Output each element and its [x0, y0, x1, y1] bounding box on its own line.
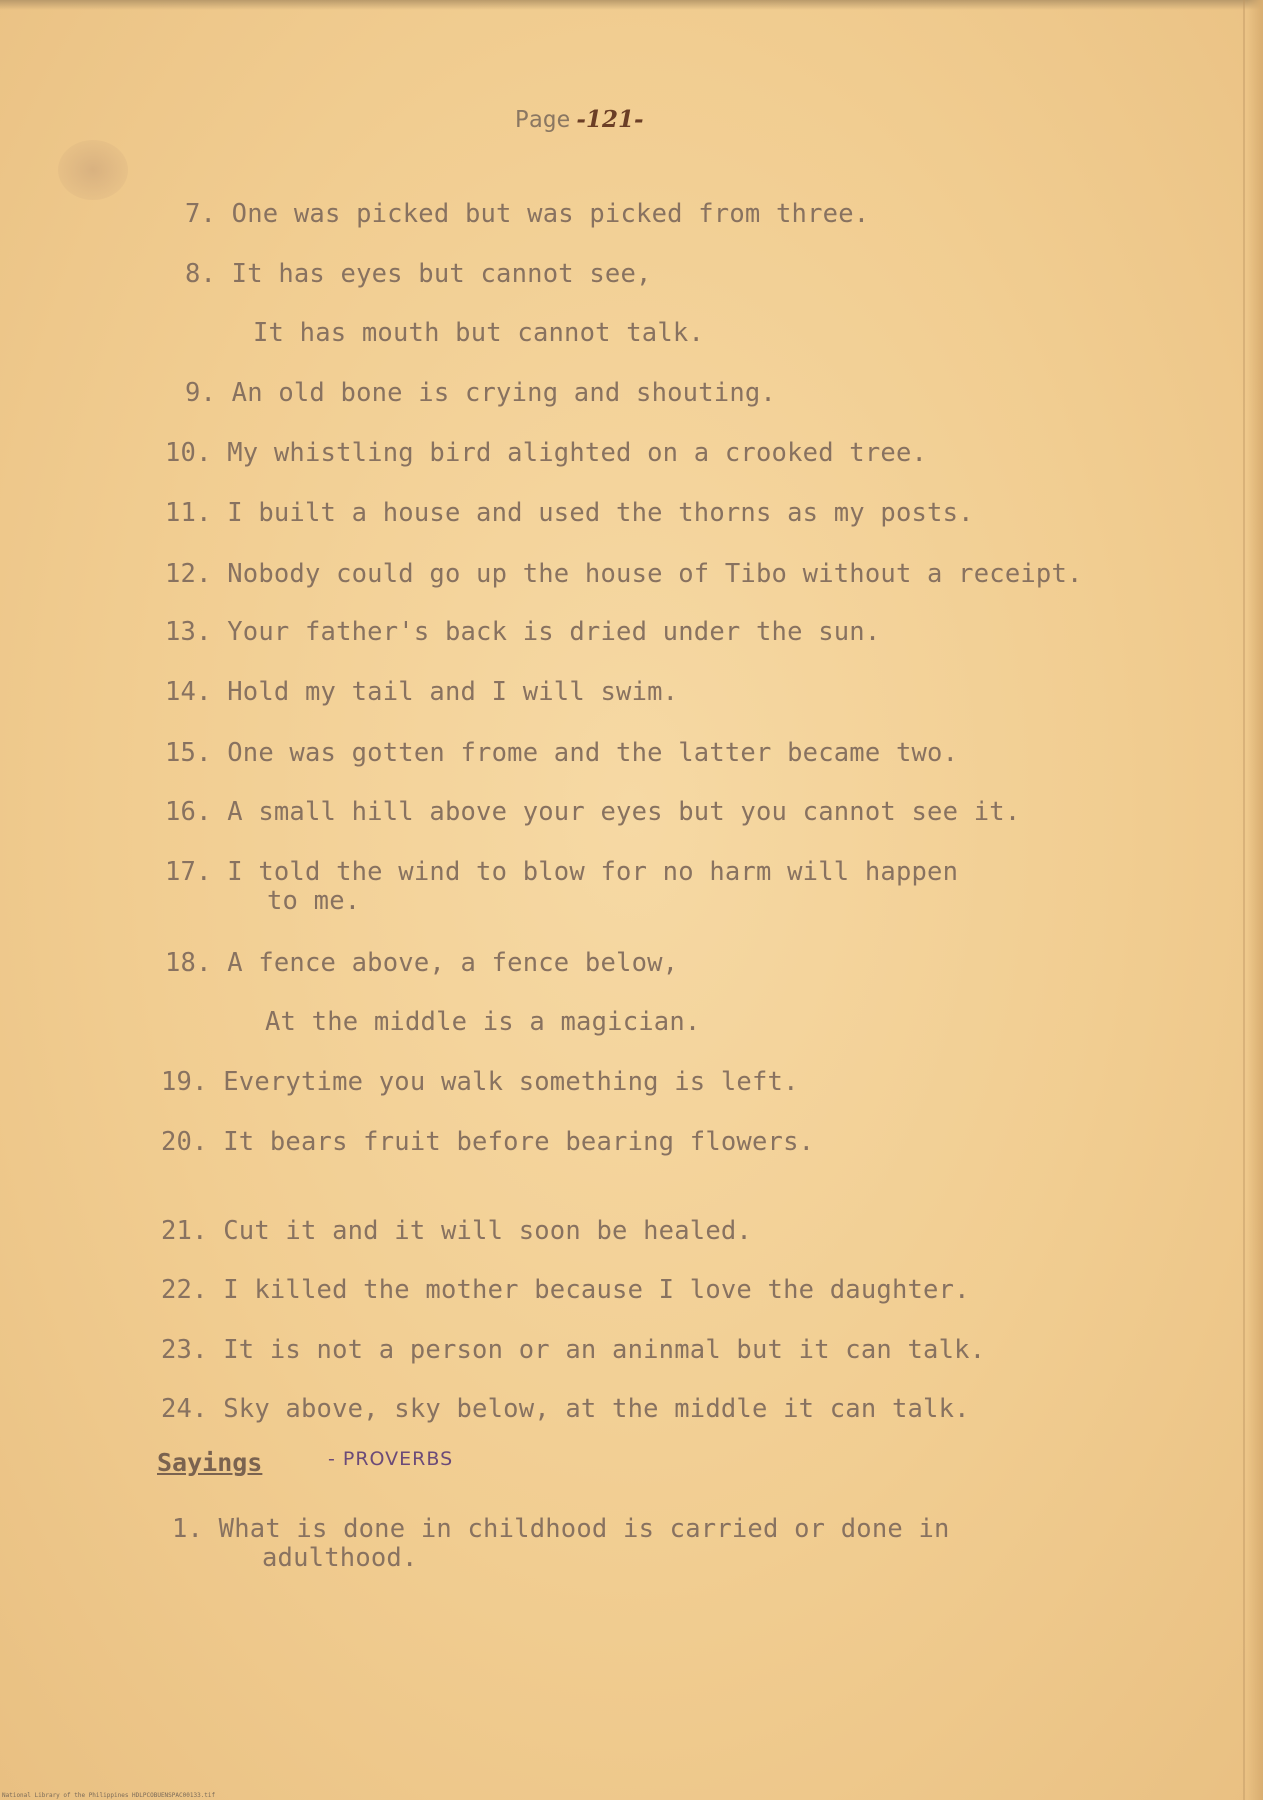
- riddle-22: 22. I killed the mother because I love the daughter.: [161, 1275, 970, 1305]
- riddle-8-line-1: 8. It has eyes but cannot see,: [185, 259, 652, 289]
- saying-1-line-1: 1. What is done in childhood is carried or done in: [172, 1514, 950, 1544]
- page-label: Page: [515, 107, 571, 133]
- riddle-23: 23. It is not a person or an aninmal but it can talk.: [161, 1335, 986, 1365]
- paper-right-edge: [1247, 0, 1263, 1800]
- riddle-17-line-1: 17. I told the wind to blow for no harm will happen: [165, 857, 959, 887]
- saying-1-line-2: adulthood.: [262, 1543, 418, 1573]
- riddle-9: 9. An old bone is crying and shouting.: [185, 378, 776, 408]
- riddle-13: 13. Your father's back is dried under the sun.: [165, 617, 881, 647]
- riddle-17-line-2: to me.: [267, 886, 361, 916]
- riddle-24: 24. Sky above, sky below, at the middle it can talk.: [161, 1394, 970, 1424]
- page-number: [515, 106, 644, 133]
- page-number-handwritten: -121-: [576, 106, 644, 133]
- riddle-21: 21. Cut it and it will soon be healed.: [161, 1216, 752, 1246]
- fingerprint-smudge: [58, 140, 128, 200]
- riddle-19: 19. Everytime you walk something is left.: [161, 1067, 799, 1097]
- riddle-11: 11. I built a house and used the thorns as my posts.: [165, 498, 974, 528]
- archive-footer: National Library of the Philippines HDLPCOBUENSPAC00133.tif: [2, 1792, 216, 1799]
- paper-fold-line: [1243, 0, 1245, 1800]
- proverbs-handwritten-note: - PROVERBS: [328, 1448, 454, 1470]
- riddle-16: 16. A small hill above your eyes but you cannot see it.: [165, 797, 1021, 827]
- riddle-10: 10. My whistling bird alighted on a crooked tree.: [165, 438, 928, 468]
- riddle-12: 12. Nobody could go up the house of Tibo without a receipt.: [165, 559, 1083, 589]
- riddle-15: 15. One was gotten frome and the latter became two.: [165, 738, 959, 768]
- riddle-20: 20. It bears fruit before bearing flowers.: [161, 1127, 815, 1157]
- riddle-8-line-2: It has mouth but cannot talk.: [253, 318, 705, 348]
- riddle-18-line-2: At the middle is a magician.: [265, 1007, 701, 1037]
- sayings-heading: Sayings: [157, 1448, 263, 1477]
- paper-top-edge: [0, 0, 1263, 10]
- riddle-7: 7. One was picked but was picked from three.: [185, 199, 870, 229]
- riddle-14: 14. Hold my tail and I will swim.: [165, 677, 679, 707]
- riddle-18-line-1: 18. A fence above, a fence below,: [165, 948, 679, 978]
